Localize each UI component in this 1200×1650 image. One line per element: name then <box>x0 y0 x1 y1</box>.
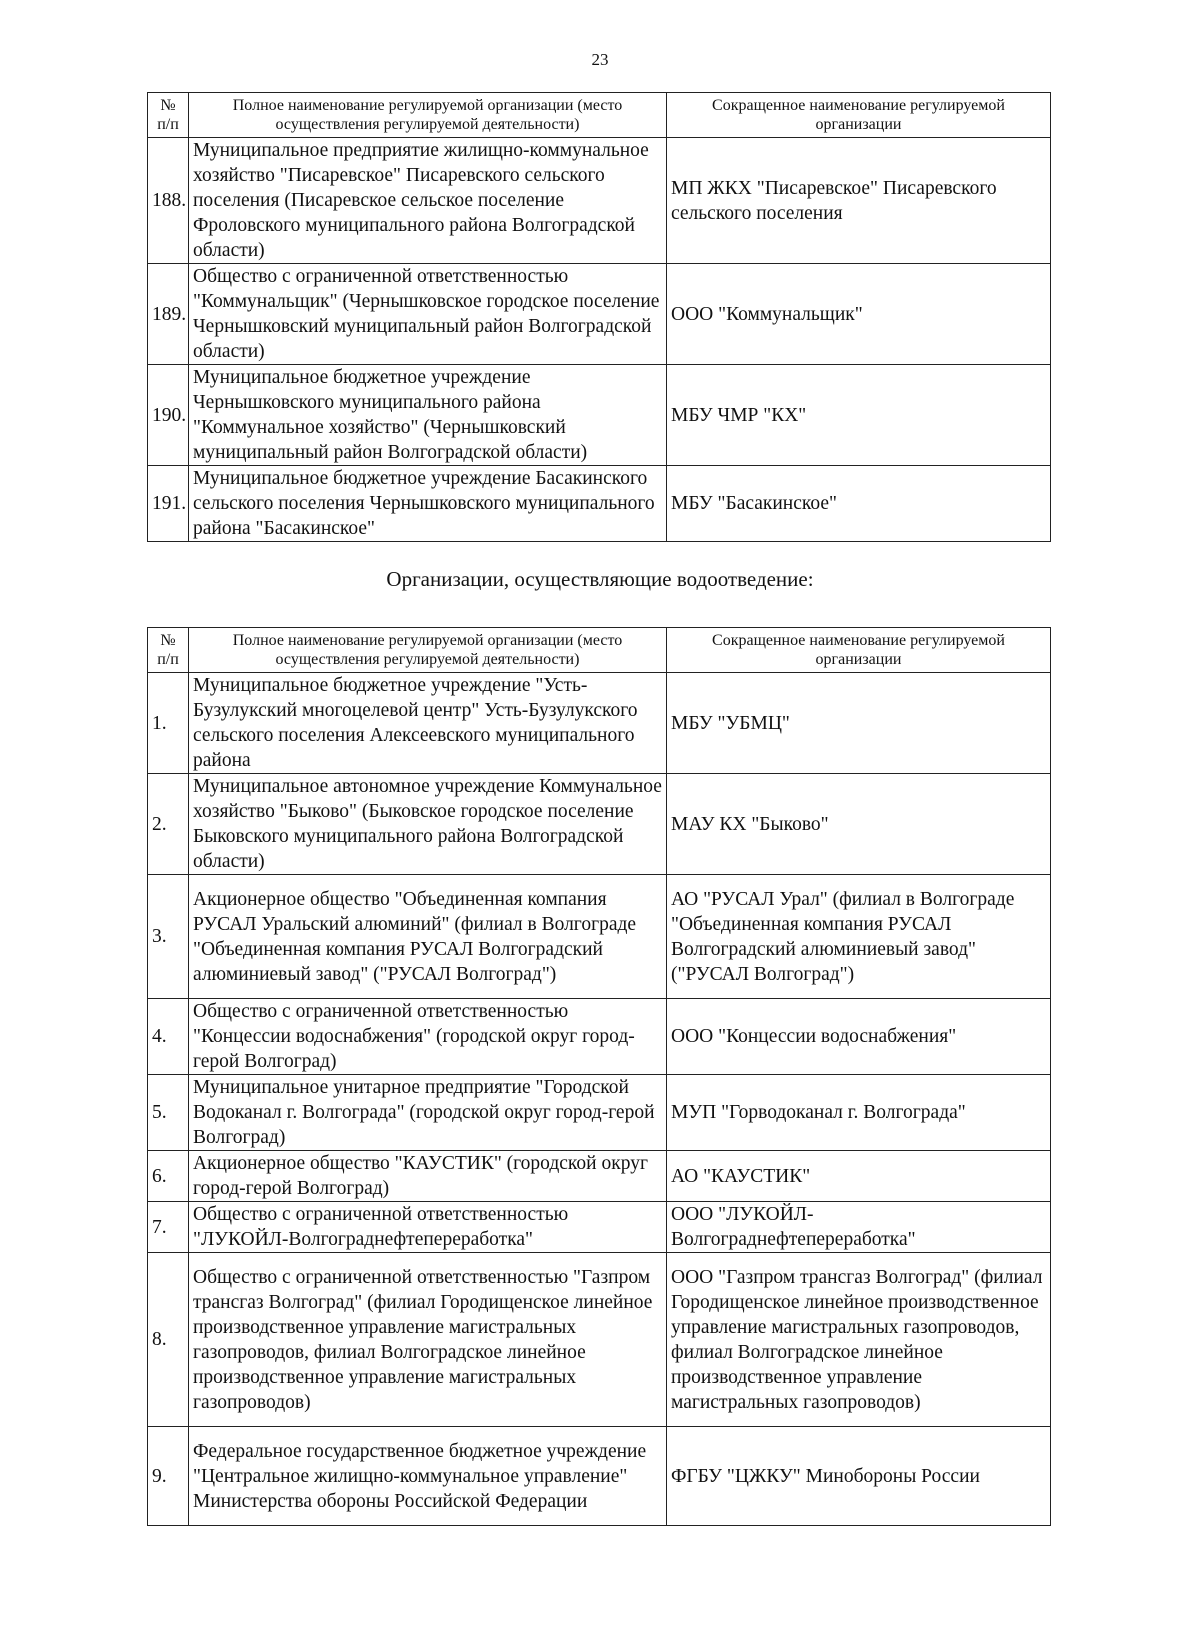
short-name-cell: АО "РУСАЛ Урал" (филиал в Волгограде "Объединенная компания РУСАЛ Волгоградский алюминиевый завод" ("РУСАЛ Волгоград") <box>667 875 1051 999</box>
full-name-cell: Муниципальное автономное учреждение Коммунальное хозяйство "Быково" (Быковское городское поселение Быковского муниципального района Волгоградской области) <box>189 774 667 875</box>
full-name-cell: Общество с ограниченной ответственностью "Газпром трансгаз Волгоград" (филиал Городищенское линейное производственное управление магистральных газопроводов, филиал Волгоградское линейное производственное управление магистральных газопроводов) <box>189 1253 667 1427</box>
row-number: 6. <box>148 1151 189 1202</box>
header-num: № п/п <box>148 93 189 138</box>
short-name-cell: МБУ "Басакинское" <box>667 466 1051 542</box>
full-name-cell: Муниципальное предприятие жилищно-коммунальное хозяйство "Писаревское" Писаревского сельского поселения (Писаревское сельское поселение Фроловского муниципального района Волгоградской области) <box>189 138 667 264</box>
header-full-name: Полное наименование регулируемой организации (место осуществления регулируемой деятельности) <box>189 628 667 673</box>
table-row <box>148 138 1051 264</box>
table-header-row <box>148 93 1051 138</box>
table-row <box>148 466 1051 542</box>
header-num: № п/п <box>148 628 189 673</box>
row-number: 3. <box>148 875 189 999</box>
row-number: 188. <box>148 138 189 264</box>
row-number: 2. <box>148 774 189 875</box>
page-number: 23 <box>591 50 609 69</box>
table-row <box>148 1202 1051 1253</box>
header-full-name: Полное наименование регулируемой организации (место осуществления регулируемой деятельности) <box>189 93 667 138</box>
table-row <box>148 1151 1051 1202</box>
table-row <box>148 774 1051 875</box>
short-name-cell: ООО "Газпром трансгаз Волгоград" (филиал Городищенское линейное производственное управление магистральных газопроводов, филиал Волгоградское линейное производственное управление магистральных газопроводов) <box>667 1253 1051 1427</box>
short-name-cell: МП ЖКХ "Писаревское" Писаревского сельского поселения <box>667 138 1051 264</box>
short-name-cell: ООО "ЛУКОЙЛ-Волгограднефтепереработка" <box>667 1202 1051 1253</box>
short-name-cell: ООО "Коммунальщик" <box>667 264 1051 365</box>
full-name-cell: Акционерное общество "КАУСТИК" (городской округ город-герой Волгоград) <box>189 1151 667 1202</box>
row-number: 191. <box>148 466 189 542</box>
row-number: 4. <box>148 999 189 1075</box>
table-header-row <box>148 628 1051 673</box>
short-name-cell: ФГБУ "ЦЖКУ" Минобороны России <box>667 1427 1051 1526</box>
row-number: 7. <box>148 1202 189 1253</box>
row-number: 189. <box>148 264 189 365</box>
full-name-cell: Муниципальное бюджетное учреждение Чернышковского муниципального района "Коммунальное хозяйство" (Чернышковский муниципальный район Волгоградской области) <box>189 365 667 466</box>
short-name-cell: ООО "Концессии водоснабжения" <box>667 999 1051 1075</box>
table-row <box>148 999 1051 1075</box>
full-name-cell: Общество с ограниченной ответственностью "Концессии водоснабжения" (городской округ город-герой Волгоград) <box>189 999 667 1075</box>
full-name-cell: Муниципальное бюджетное учреждение "Усть-Бузулукский многоцелевой центр" Усть-Бузулукского сельского поселения Алексеевского муниципального района <box>189 673 667 774</box>
short-name-cell: МБУ "УБМЦ" <box>667 673 1051 774</box>
row-number: 5. <box>148 1075 189 1151</box>
table-row <box>148 1075 1051 1151</box>
short-name-cell: МУП "Горводоканал г. Волгограда" <box>667 1075 1051 1151</box>
wastewater-organizations-table <box>147 627 1051 1526</box>
short-name-cell: МАУ КХ "Быково" <box>667 774 1051 875</box>
full-name-cell: Федеральное государственное бюджетное учреждение "Центральное жилищно-коммунальное управление" Министерства обороны Российской Федерации <box>189 1427 667 1526</box>
full-name-cell: Акционерное общество "Объединенная компания РУСАЛ Уральский алюминий" (филиал в Волгограде "Объединенная компания РУСАЛ Волгоградский алюминиевый завод" ("РУСАЛ Волгоград") <box>189 875 667 999</box>
row-number: 190. <box>148 365 189 466</box>
full-name-cell: Общество с ограниченной ответственностью "ЛУКОЙЛ-Волгограднефтепереработка" <box>189 1202 667 1253</box>
table-row <box>148 875 1051 999</box>
short-name-cell: АО "КАУСТИК" <box>667 1151 1051 1202</box>
row-number: 1. <box>148 673 189 774</box>
table-row <box>148 673 1051 774</box>
row-number: 9. <box>148 1427 189 1526</box>
full-name-cell: Муниципальное унитарное предприятие "Городской Водоканал г. Волгограда" (городской округ город-герой Волгоград) <box>189 1075 667 1151</box>
row-number: 8. <box>148 1253 189 1427</box>
table-row <box>148 264 1051 365</box>
table-row <box>148 1427 1051 1526</box>
header-short-name: Сокращенное наименование регулируемой организации <box>667 628 1051 673</box>
table-row <box>148 365 1051 466</box>
table-row <box>148 1253 1051 1427</box>
full-name-cell: Общество с ограниченной ответственностью "Коммунальщик" (Чернышковское городское поселение Чернышковский муниципальный район Волгоградской области) <box>189 264 667 365</box>
full-name-cell: Муниципальное бюджетное учреждение Басакинского сельского поселения Чернышковского муниципального района "Басакинское" <box>189 466 667 542</box>
header-short-name: Сокращенное наименование регулируемой организации <box>667 93 1051 138</box>
water-supply-organizations-table <box>147 92 1051 542</box>
section-title: Организации, осуществляющие водоотведение: <box>386 567 814 591</box>
short-name-cell: МБУ ЧМР "КХ" <box>667 365 1051 466</box>
